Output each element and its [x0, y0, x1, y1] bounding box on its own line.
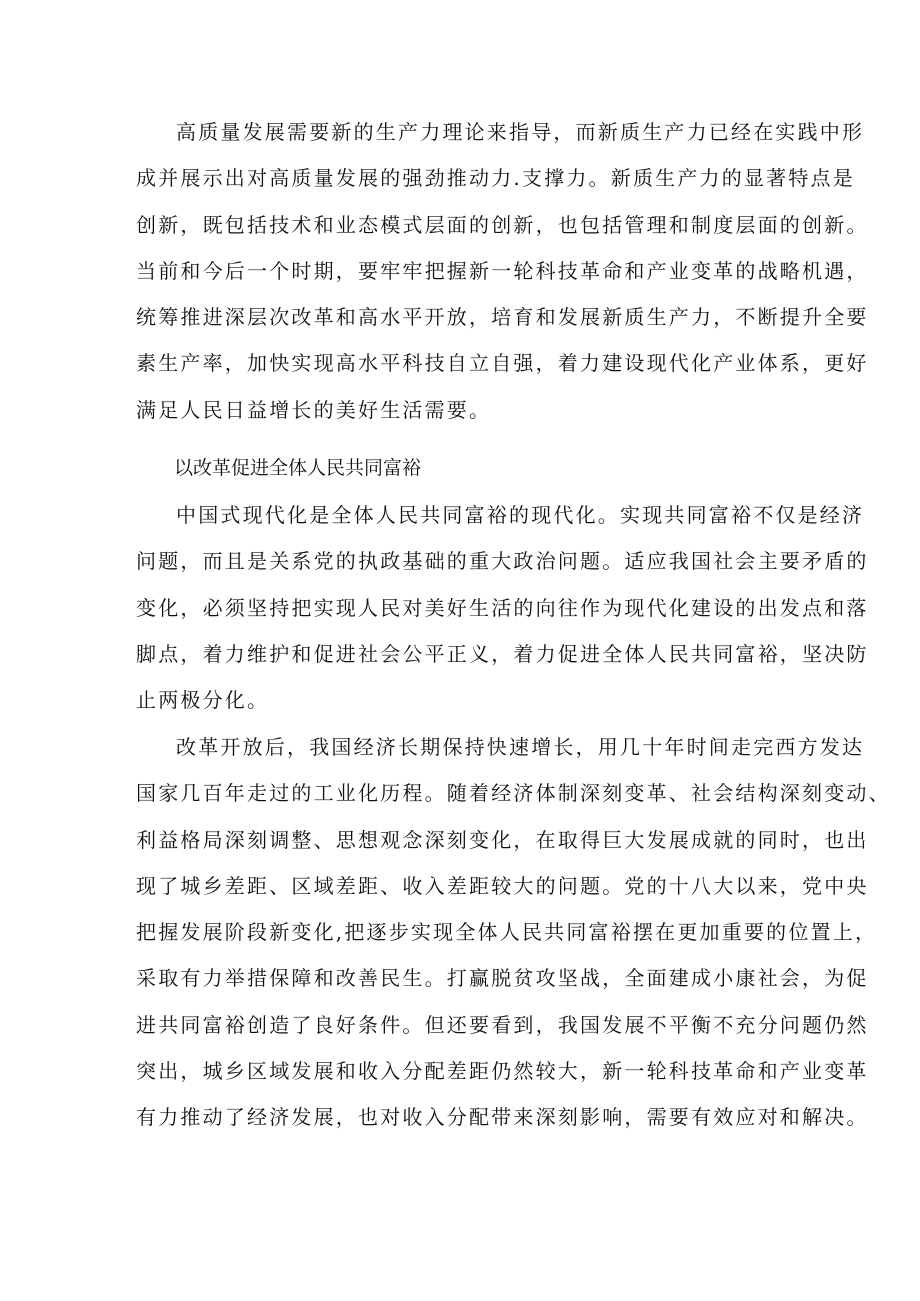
paragraph-line: 高质量发展需要新的生产力理论来指导，而新质生产力已经在实践中形	[176, 120, 865, 144]
paragraph-common-prosperity	[136, 492, 869, 723]
paragraph-line: 利益格局深刻调整、思想观念深刻变化，在取得巨大发展成就的同时，也出	[136, 827, 869, 852]
paragraph-line: 采取有力举措保障和改善民生。打赢脱贫攻坚战，全面建成小康社会，为促	[136, 966, 869, 991]
paragraph-line: 国家几百年走过的工业化历程。随着经济体制深刻变革、社会结构深刻变动、	[136, 781, 891, 806]
paragraph-line: 脚点，着力维护和促进社会公平正义，着力促进全体人民共同富裕，坚决防	[136, 641, 869, 666]
paragraph-line: 当前和今后一个时期，要牢牢把握新一轮科技革命和产业变革的战略机遇，	[136, 258, 869, 283]
paragraph-line: 变化，必须坚持把实现人民对美好生活的向往作为现代化建设的出发点和落	[136, 595, 869, 620]
paragraph-line: 进共同富裕创造了良好条件。但还要看到，我国发展不平衡不充分问题仍然	[136, 1012, 869, 1037]
paragraph-line: 满足人民日益增长的美好生活需要。	[136, 397, 492, 422]
paragraph-line: 中国式现代化是全体人民共同富裕的现代化。实现共同富裕不仅是经济	[176, 503, 865, 527]
paragraph-line: 把握发展阶段新变化,把逐步实现全体人民共同富裕摆在更加重要的位置上，	[136, 920, 878, 945]
paragraph-line: 问题，而且是关系党的执政基础的重大政治问题。适应我国社会主要矛盾的	[136, 549, 869, 574]
paragraph-reform-opening	[136, 724, 891, 1141]
paragraph-line: 素生产率，加快实现高水平科技自立自强，着力建设现代化产业体系，更好	[136, 351, 869, 376]
paragraph-line: 现了城乡差距、区域差距、收入差距较大的问题。党的十八大以来，党中央	[136, 873, 869, 898]
paragraph-line: 突出，城乡区域发展和收入分配差距仍然较大，新一轮科技革命和产业变革	[136, 1059, 869, 1084]
paragraph-line: 改革开放后，我国经济长期保持快速增长，用几十年时间走完西方发达	[176, 735, 865, 759]
section-heading: 以改革促进全体人民共同富裕	[174, 457, 422, 479]
paragraph-line: 统筹推进深层次改革和高水平开放，培育和发展新质生产力，不断提升全要	[136, 305, 869, 330]
paragraph-line: 止两极分化。	[136, 688, 270, 713]
paragraph-line: 成并展示出对高质量发展的强劲推动力.支撑力。新质生产力的显著特点是	[136, 166, 855, 191]
paragraph-new-productivity	[136, 109, 869, 433]
paragraph-line: 有力推动了经济发展，也对收入分配带来深刻影响，需要有效应对和解决。	[136, 1105, 869, 1130]
paragraph-line: 创新，既包括技术和业态模式层面的创新，也包括管理和制度层面的创新。	[136, 212, 869, 237]
